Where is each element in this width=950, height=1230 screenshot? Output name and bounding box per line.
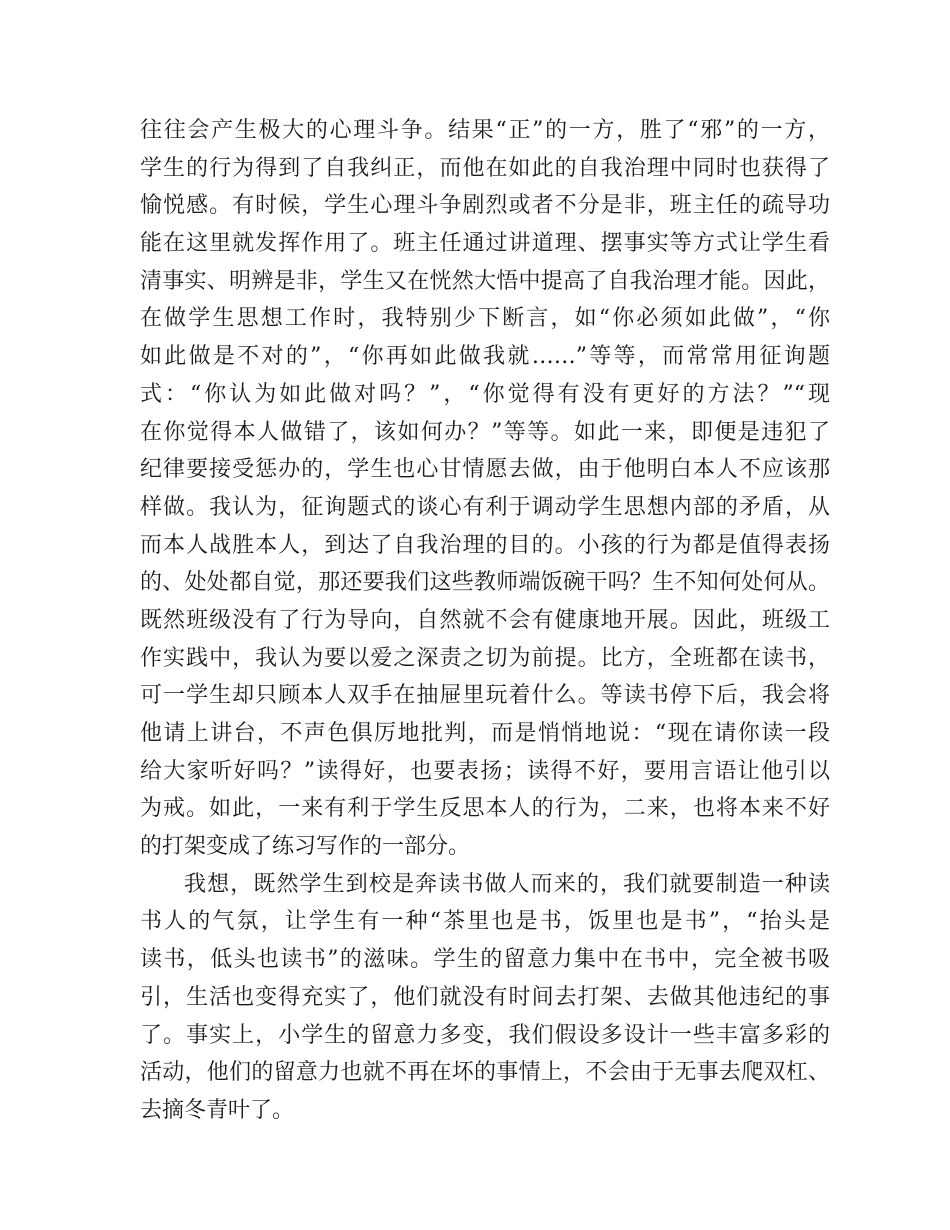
text-line: 愉悦感。有时候，学生心理斗争剧烈或者不分是非，班主任的疏导功 [140, 193, 830, 219]
text-line: 读书，低头也读书”的滋味。学生的留意力集中在书中，完全被书吸 [140, 947, 830, 973]
text-line: 了。事实上，小学生的留意力多变，我们假设多设计一些丰富多彩的 [140, 1022, 830, 1048]
text-line: 清事实、明辨是非，学生又在恍然大悟中提高了自我治理才能。因此， [140, 268, 830, 294]
text-line: 而本人战胜本人，到达了自我治理的目的。小孩的行为都是值得表扬 [140, 532, 830, 558]
text-line: 往往会产生极大的心理斗争。结果“正”的一方，胜了“邪”的一方， [140, 118, 830, 143]
body-text [140, 112, 830, 1130]
text-line: 的打架变成了练习写作的一部分。 [140, 834, 471, 860]
text-line: 去摘冬青叶了。 [140, 1097, 295, 1123]
text-line: 在做学生思想工作时，我特别少下断言，如“你必须如此做”，“你 [140, 306, 830, 332]
text-line: 的、处处都自觉，那还要我们这些教师端饭碗干吗？生不知何处何从。 [140, 570, 830, 596]
text-line: 纪律要接受惩办的，学生也心甘情愿去做，由于他明白本人不应该那 [140, 457, 830, 483]
text-line: 作实践中，我认为要以爱之深责之切为前提。比方，全班都在读书， [140, 645, 830, 671]
text-line: 在你觉得本人做错了，该如何办？”等等。如此一来，即便是违犯了 [140, 419, 830, 445]
text-line: 活动，他们的留意力也就不再在坏的事情上，不会由于无事去爬双杠、 [140, 1060, 830, 1086]
text-line: 他请上讲台，不声色俱厉地批判，而是悄悄地说：“现在请你读一段 [140, 721, 830, 746]
text-line: 能在这里就发挥作用了。班主任通过讲道理、摆事实等方式让学生看 [140, 231, 830, 257]
text-line: 我想，既然学生到校是奔读书做人而来的，我们就要制造一种读 [184, 871, 830, 897]
text-line: 样做。我认为，征询题式的谈心有利于调动学生思想内部的矛盾，从 [140, 494, 830, 520]
text-line: 引，生活也变得充实了，他们就没有时间去打架、去做其他违纪的事 [140, 984, 830, 1010]
text-line: 可一学生却只顾本人双手在抽屉里玩着什么。等读书停下后，我会将 [140, 683, 830, 709]
text-line: 为戒。如此，一来有利于学生反思本人的行为，二来，也将本来不好 [140, 796, 830, 822]
text-line: 如此做是不对的”，“你再如此做我就……”等等，而常常用征询题 [140, 344, 830, 370]
paragraph [140, 866, 830, 1130]
text-line: 给大家听好吗？”读得好，也要表扬；读得不好，要用言语让他引以 [140, 758, 830, 784]
text-line: 既然班级没有了行为导向，自然就不会有健康地开展。因此，班级工 [140, 607, 830, 633]
text-line: 学生的行为得到了自我纠正，而他在如此的自我治理中同时也获得了 [140, 155, 830, 181]
text-line: 式：“你认为如此做对吗？”，“你觉得有没有更好的方法？”“现 [140, 381, 830, 407]
text-line: 书人的气氛，让学生有一种“茶里也是书，饭里也是书”，“抬头是 [140, 909, 830, 935]
paragraph [140, 112, 830, 866]
